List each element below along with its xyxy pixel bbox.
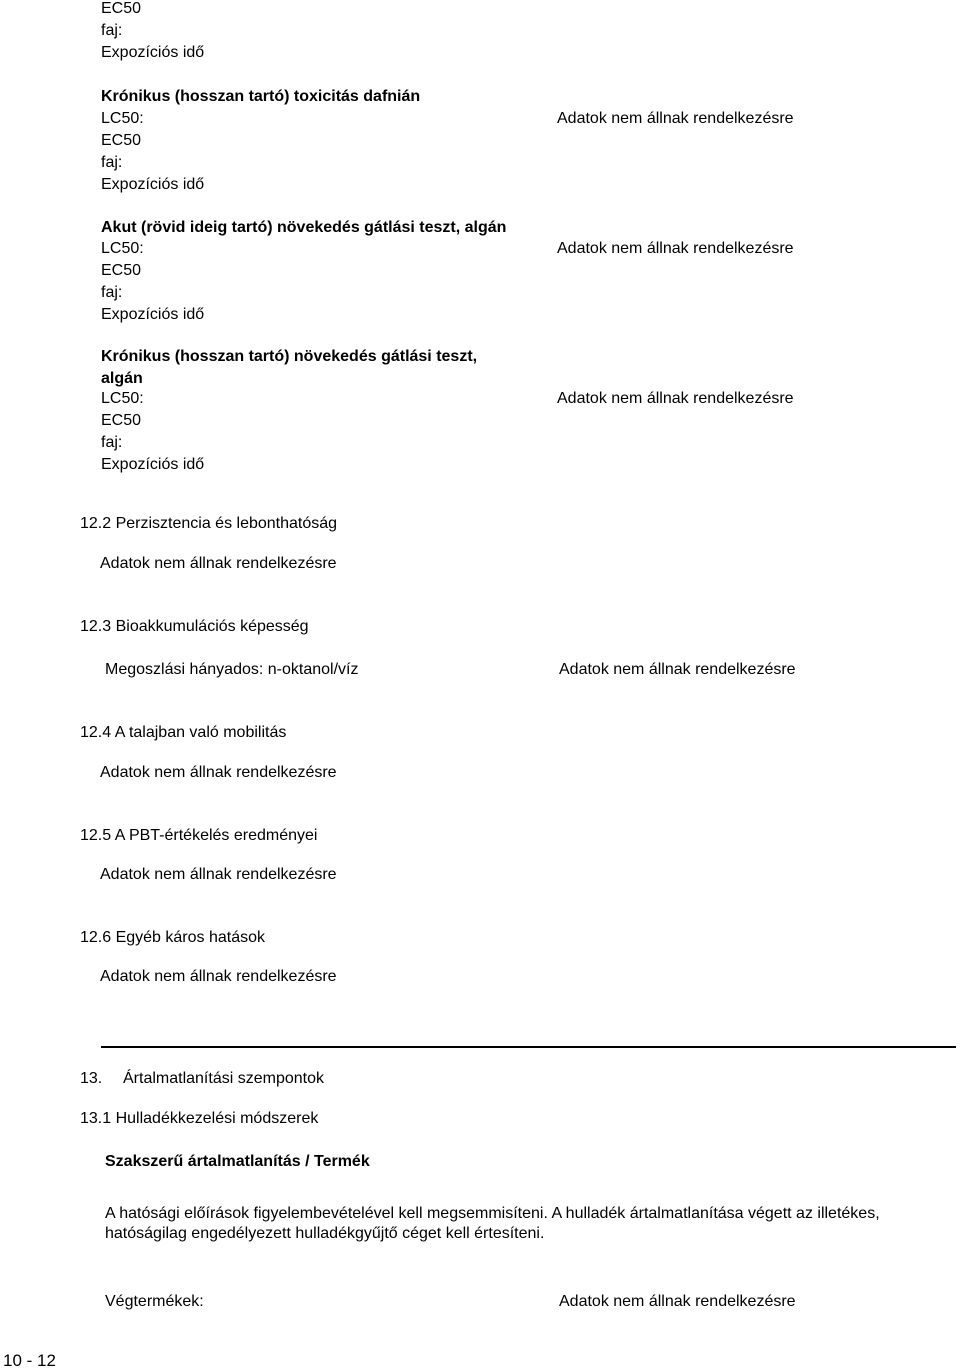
section-13-1-heading: 13.1 Hulladékkezelési módszerek (80, 1110, 319, 1127)
section-divider (101, 1046, 956, 1048)
field-label: EC50 (101, 132, 142, 149)
field-label: faj: (101, 284, 123, 301)
field-label: EC50 (101, 262, 142, 279)
end-products-value: Adatok nem állnak rendelkezésre (559, 1293, 796, 1310)
field-label: faj: (101, 154, 123, 171)
field-label: EC50 (101, 412, 142, 429)
partition-coefficient-value: Adatok nem állnak rendelkezésre (559, 661, 796, 678)
field-label: LC50: (101, 390, 144, 407)
section-12-4-heading: 12.4 A talajban való mobilitás (80, 724, 287, 741)
field-label: Expozíciós idő (101, 44, 205, 61)
section-12-4-text: Adatok nem állnak rendelkezésre (100, 764, 337, 781)
field-label: LC50: (101, 110, 144, 127)
section-12-2-heading: 12.2 Perzisztencia és lebonthatóság (80, 515, 338, 532)
acute-algae-value: Adatok nem állnak rendelkezésre (557, 240, 794, 257)
section-13-title: Ártalmatlanítási szempontok (123, 1070, 324, 1087)
page-number: 10 - 12 (3, 1351, 56, 1370)
section-12-2-text: Adatok nem állnak rendelkezésre (100, 555, 337, 572)
section-12-5-text: Adatok nem állnak rendelkezésre (100, 866, 337, 883)
paragraph-line: A hatósági előírások figyelembevételével kell megsemmisíteni. A hulladék ártalmatlanítása végett az illetékes, (105, 1205, 880, 1222)
section-13-number: 13. (80, 1070, 103, 1087)
field-label: faj: (101, 434, 123, 451)
section-12-3-heading: 12.3 Bioakkumulációs képesség (80, 618, 309, 635)
section-12-6-text: Adatok nem állnak rendelkezésre (100, 968, 337, 985)
disposal-heading: Szakszerű ártalmatlanítás / Termék (105, 1153, 370, 1170)
partition-coefficient-label: Megoszlási hányados: n-oktanol/víz (105, 661, 359, 678)
section-12-6-heading: 12.6 Egyéb káros hatások (80, 929, 266, 946)
field-label: EC50 (101, 0, 142, 17)
chronic-daphnia-title: Krónikus (hosszan tartó) toxicitás dafnián (101, 88, 421, 105)
chronic-algae-value: Adatok nem állnak rendelkezésre (557, 390, 794, 407)
field-label: Expozíciós idő (101, 306, 205, 323)
chronic-daphnia-value: Adatok nem állnak rendelkezésre (557, 110, 794, 127)
field-label: Expozíciós idő (101, 456, 205, 473)
paragraph-line: hatóságilag engedélyezett hulladékgyűjtő céget kell értesíteni. (105, 1225, 545, 1242)
end-products-label: Végtermékek: (105, 1293, 204, 1310)
section-12-5-heading: 12.5 A PBT-értékelés eredményei (80, 827, 318, 844)
title-line: Krónikus (hosszan tartó) növekedés gátlási teszt, (101, 348, 478, 365)
field-label: LC50: (101, 240, 144, 257)
title-line: algán (101, 370, 143, 387)
field-label: Expozíciós idő (101, 176, 205, 193)
acute-algae-title: Akut (rövid ideig tartó) növekedés gátlási teszt, algán (101, 219, 507, 236)
field-label: faj: (101, 22, 123, 39)
